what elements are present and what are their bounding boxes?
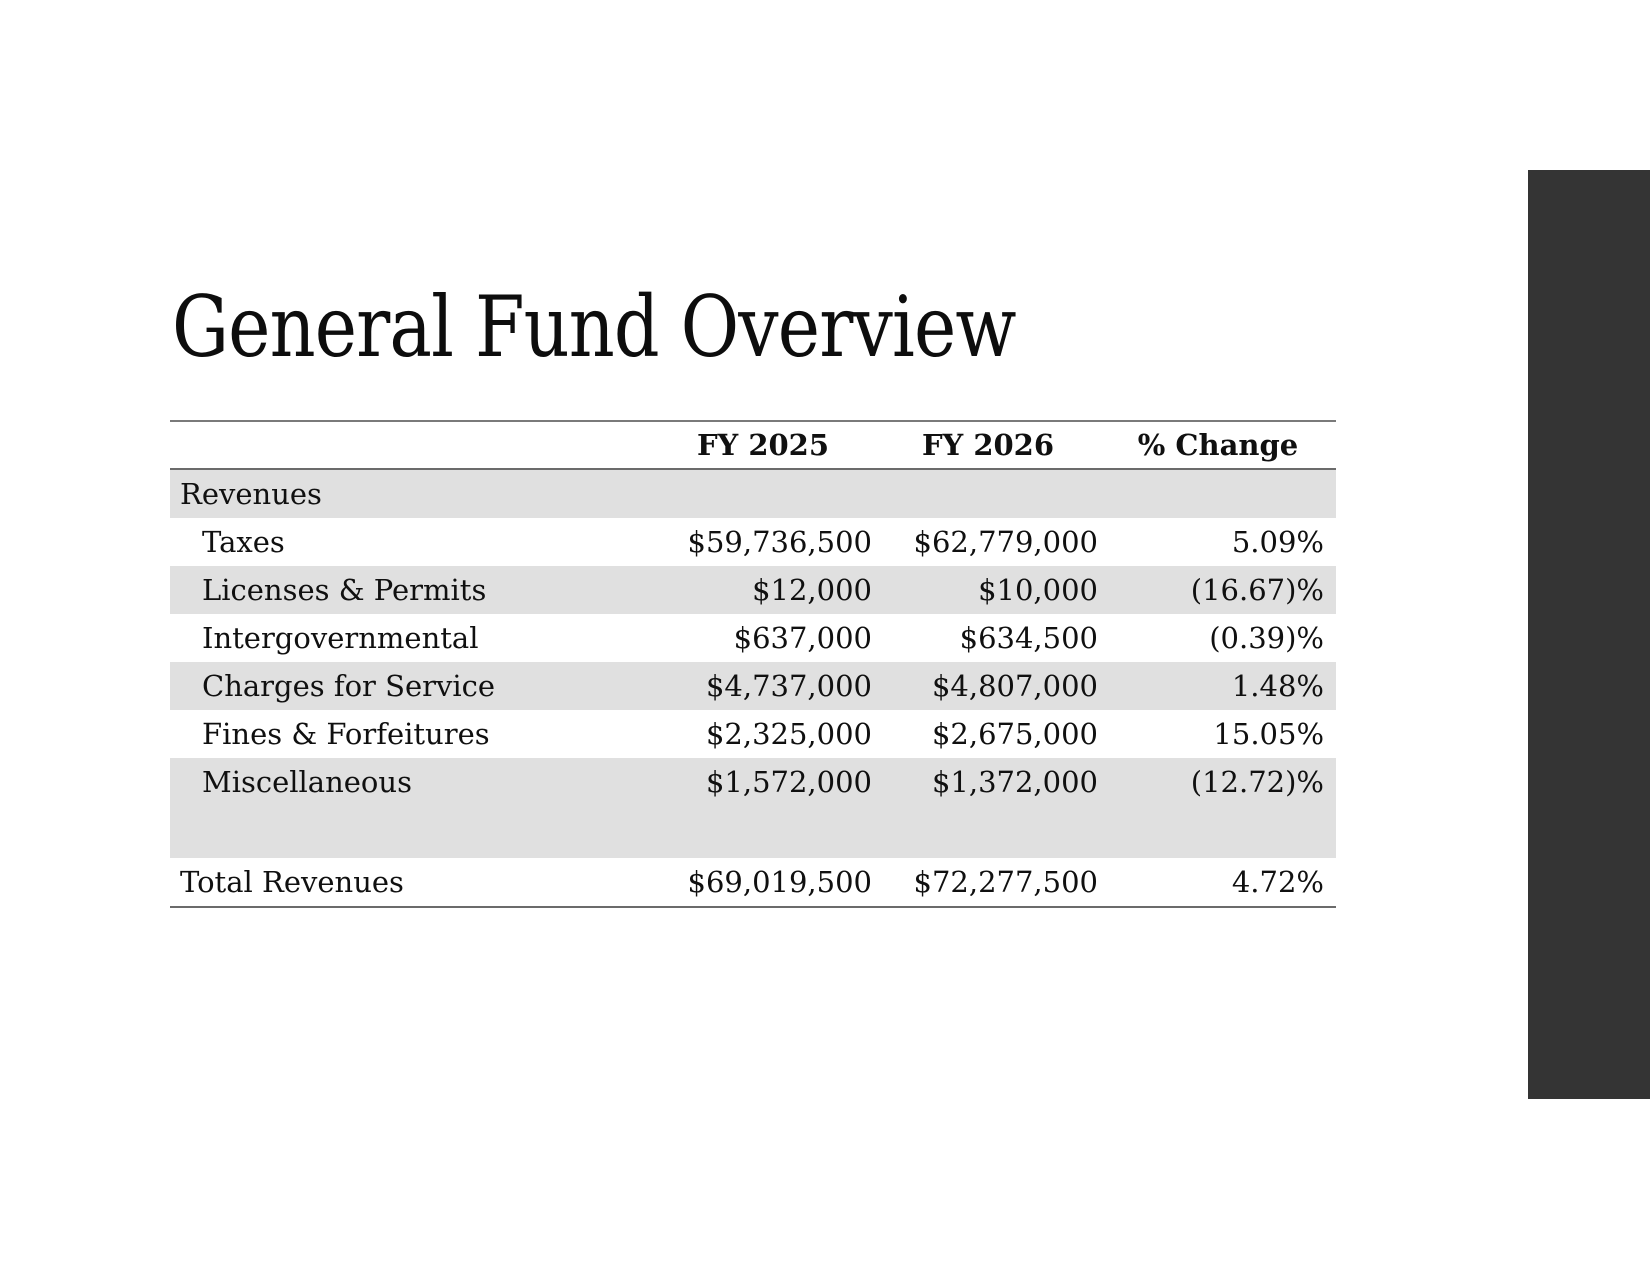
fy2026-value: $72,277,500 [913, 865, 1098, 899]
header-fy2025: FY 2025 [696, 428, 830, 462]
header-percent-change: % Change [1137, 428, 1299, 462]
row-label: Taxes [202, 525, 285, 559]
change-value: (12.72)% [1190, 765, 1324, 799]
fy2026-value: $4,807,000 [931, 669, 1098, 703]
fy2026-value: $1,372,000 [931, 765, 1098, 799]
row-label: Total Revenues [180, 865, 404, 899]
change-value: (16.67)% [1190, 573, 1324, 607]
row-label: Charges for Service [202, 669, 496, 703]
slide-title: General Fund Overview [172, 278, 1016, 376]
row-label: Intergovernmental [202, 621, 479, 655]
table-row-spacer [170, 806, 1336, 858]
fy2026-value: $2,675,000 [931, 717, 1098, 751]
fy2025-value: $1,572,000 [705, 765, 872, 799]
table-row-intergovernmental [170, 614, 1336, 662]
row-label: Miscellaneous [202, 765, 412, 799]
change-value: 1.48% [1231, 669, 1324, 703]
fy2025-value: $12,000 [752, 573, 872, 607]
change-value: (0.39)% [1209, 621, 1324, 655]
fy2025-value: $4,737,000 [705, 669, 872, 703]
table-row-revenues-section [170, 470, 1336, 518]
general-fund-table [170, 420, 1336, 908]
fy2026-value: $62,779,000 [913, 525, 1098, 559]
table-row-licenses-permits [170, 566, 1336, 614]
row-label: Fines & Forfeitures [202, 717, 490, 751]
fy2025-value: $637,000 [733, 621, 872, 655]
fy2026-value: $634,500 [959, 621, 1098, 655]
change-value: 4.72% [1231, 865, 1324, 899]
change-value: 15.05% [1213, 717, 1324, 751]
table-header-row [170, 420, 1336, 470]
fy2025-value: $59,736,500 [687, 525, 872, 559]
table-row-charges-for-service [170, 662, 1336, 710]
table-row-fines-forfeitures [170, 710, 1336, 758]
fy2025-value: $69,019,500 [687, 865, 872, 899]
change-value: 5.09% [1231, 525, 1324, 559]
right-accent-bar [1528, 170, 1650, 1099]
row-label: Revenues [180, 477, 322, 511]
fy2025-value: $2,325,000 [705, 717, 872, 751]
table-row-taxes [170, 518, 1336, 566]
table-row-total-revenues [170, 858, 1336, 908]
table-row-miscellaneous [170, 758, 1336, 806]
header-fy2026: FY 2026 [921, 428, 1055, 462]
row-label: Licenses & Permits [202, 573, 487, 607]
fy2026-value: $10,000 [978, 573, 1098, 607]
